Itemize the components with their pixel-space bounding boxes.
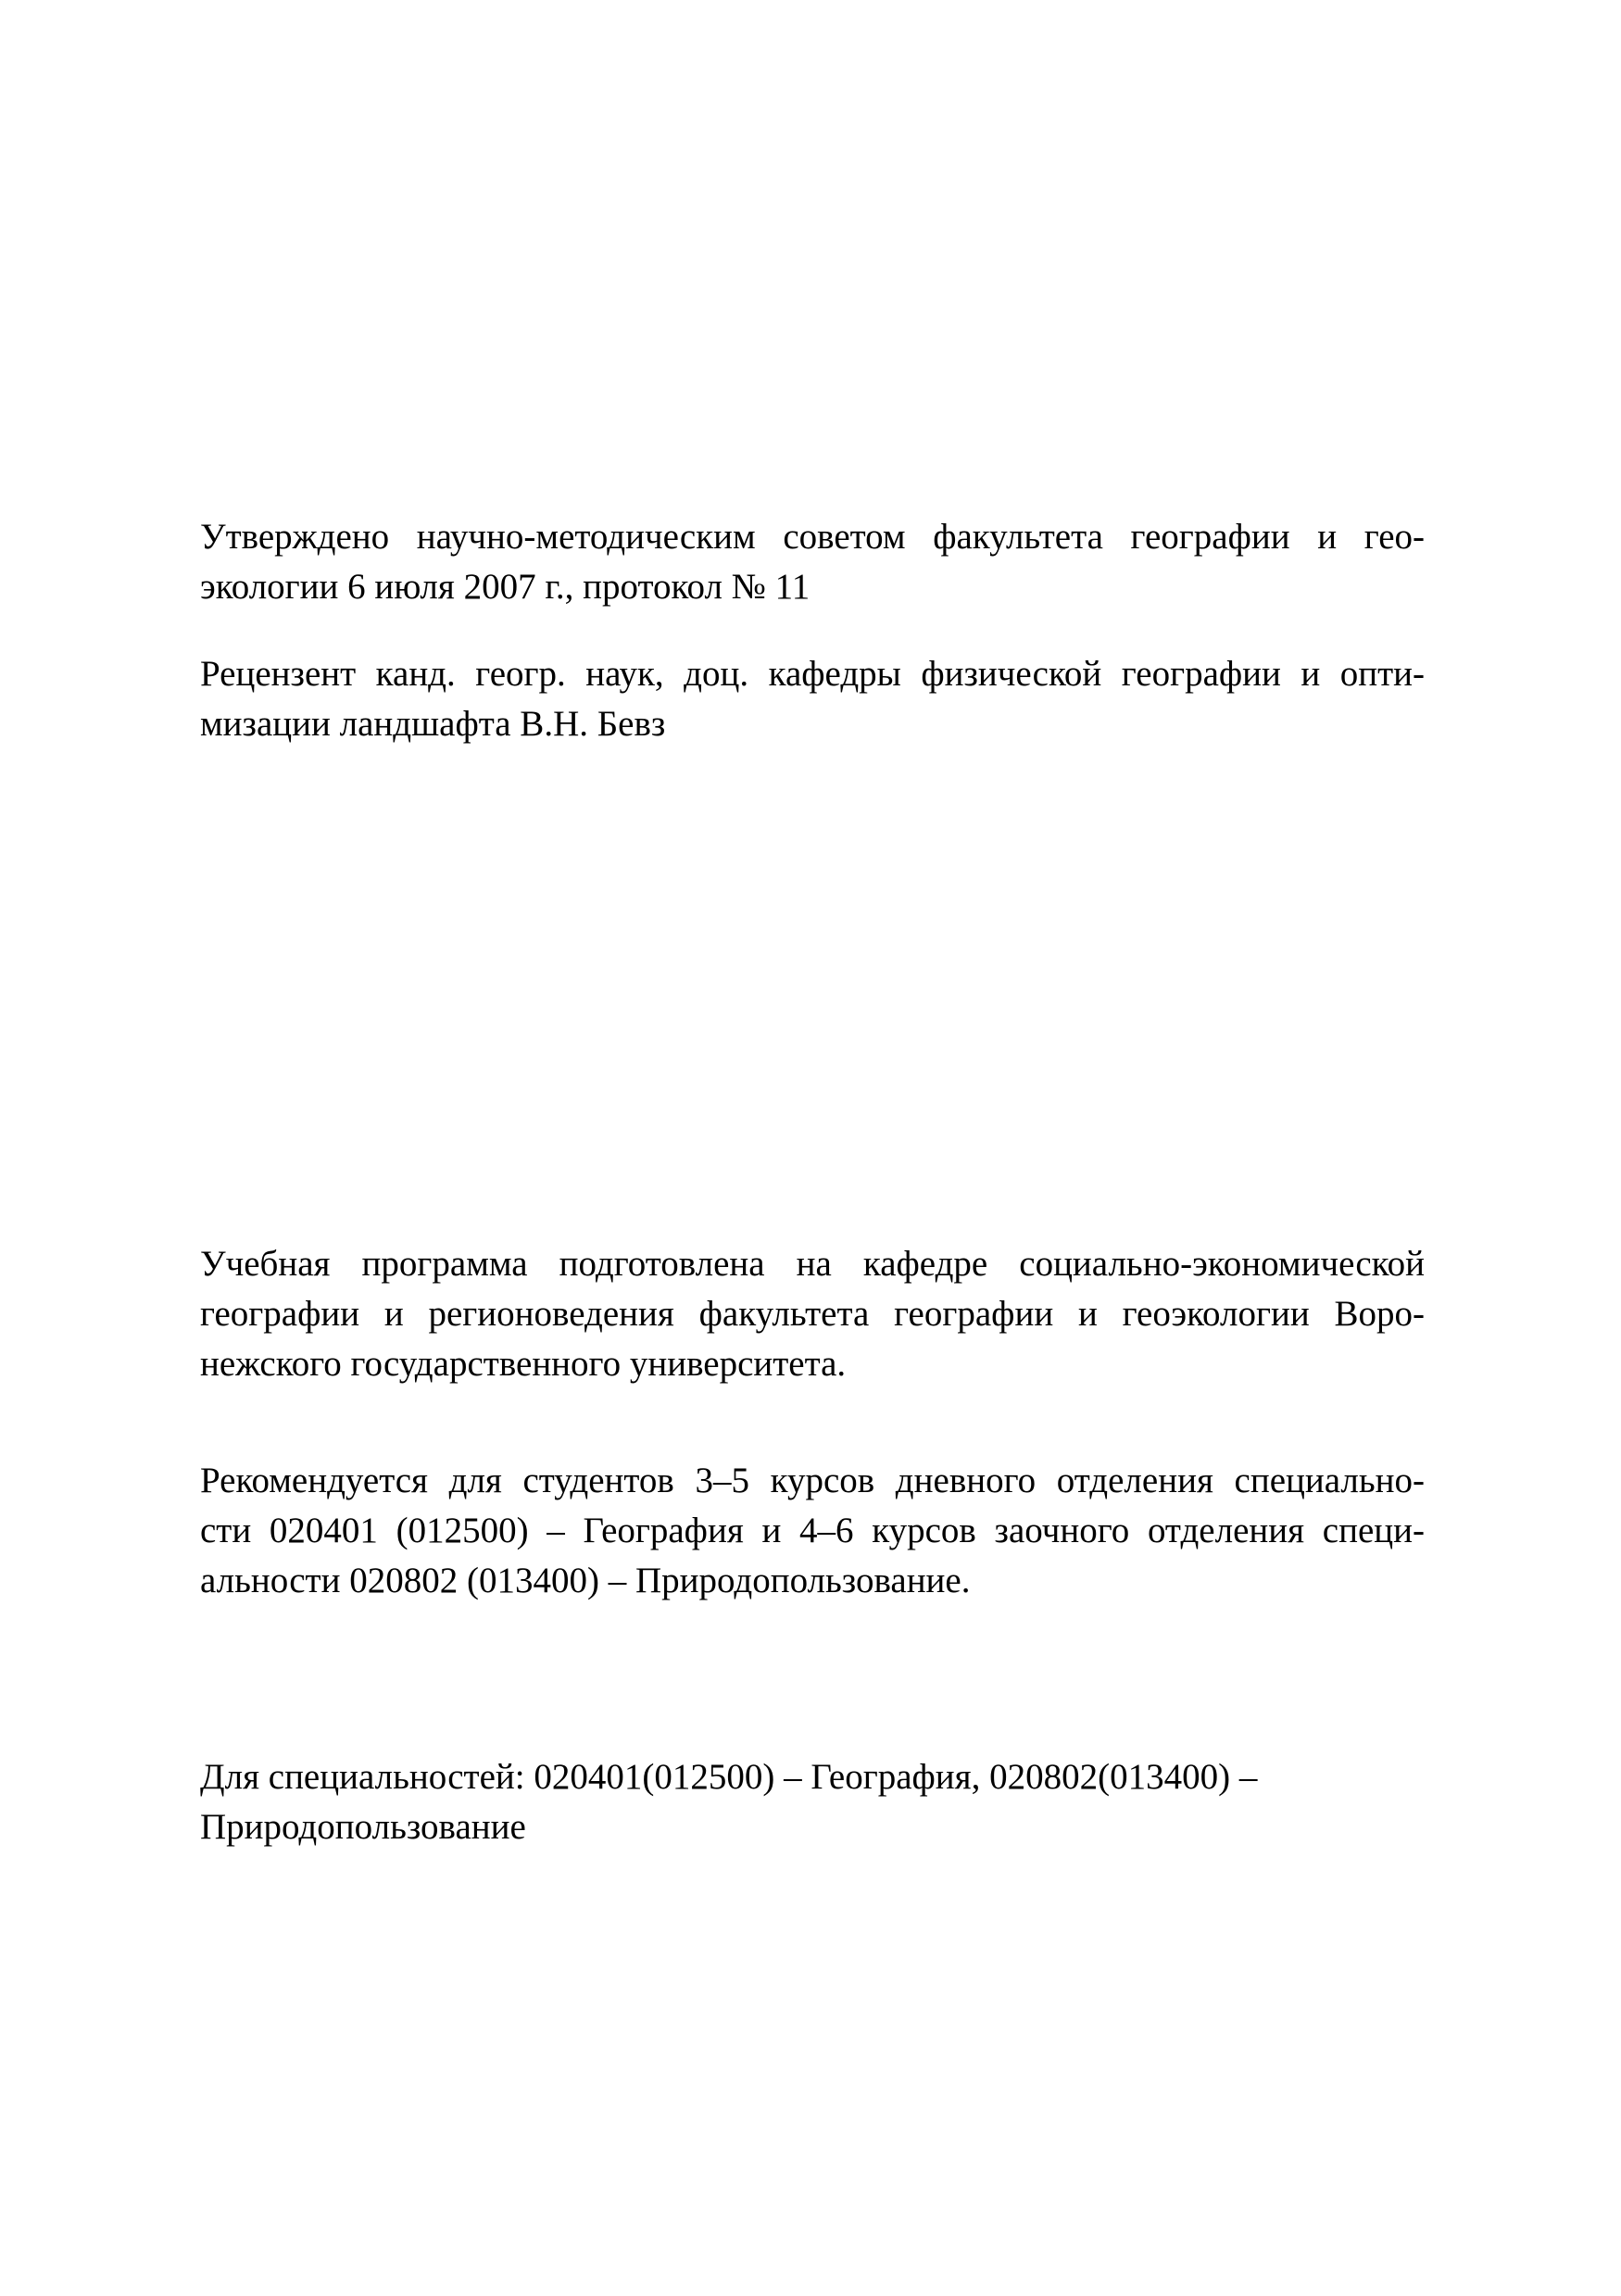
specialties-note [200,1752,1425,1852]
specialties-note-line-2: Природопользование [200,1807,526,1847]
recommendation-note [200,1456,1425,1606]
reviewer-note-line-1: Рецензент канд. геогр. наук, доц. кафедры физической географии и опти- [200,654,1425,694]
recommendation-note-line-3: альности 020802 (013400) – Природопользование. [200,1561,971,1600]
reviewer-note [200,649,1425,749]
approval-note-line-2: экологии 6 июля 2007 г., протокол № 11 [200,567,810,607]
preparation-note-line-3: нежского государственного университета. [200,1344,847,1384]
approval-note-line-1: Утверждено научно-методическим советом факультета географии и гео- [200,517,1425,557]
approval-note [200,512,1425,612]
recommendation-note-line-2: сти 020401 (012500) – География и 4–6 курсов заочного отделения специ- [200,1511,1425,1550]
preparation-note [200,1239,1425,1389]
preparation-note-line-1: Учебная программа подготовлена на кафедре социально-экономической [200,1244,1425,1284]
recommendation-note-line-1: Рекомендуется для студентов 3–5 курсов дневного отделения специально- [200,1461,1425,1500]
specialties-note-line-1: Для специальностей: 020401(012500) – География, 020802(013400) – [200,1757,1258,1797]
reviewer-note-line-2: мизации ландшафта В.Н. Бевз [200,704,666,744]
preparation-note-line-2: географии и регионоведения факультета географии и геоэкологии Воро- [200,1294,1425,1334]
